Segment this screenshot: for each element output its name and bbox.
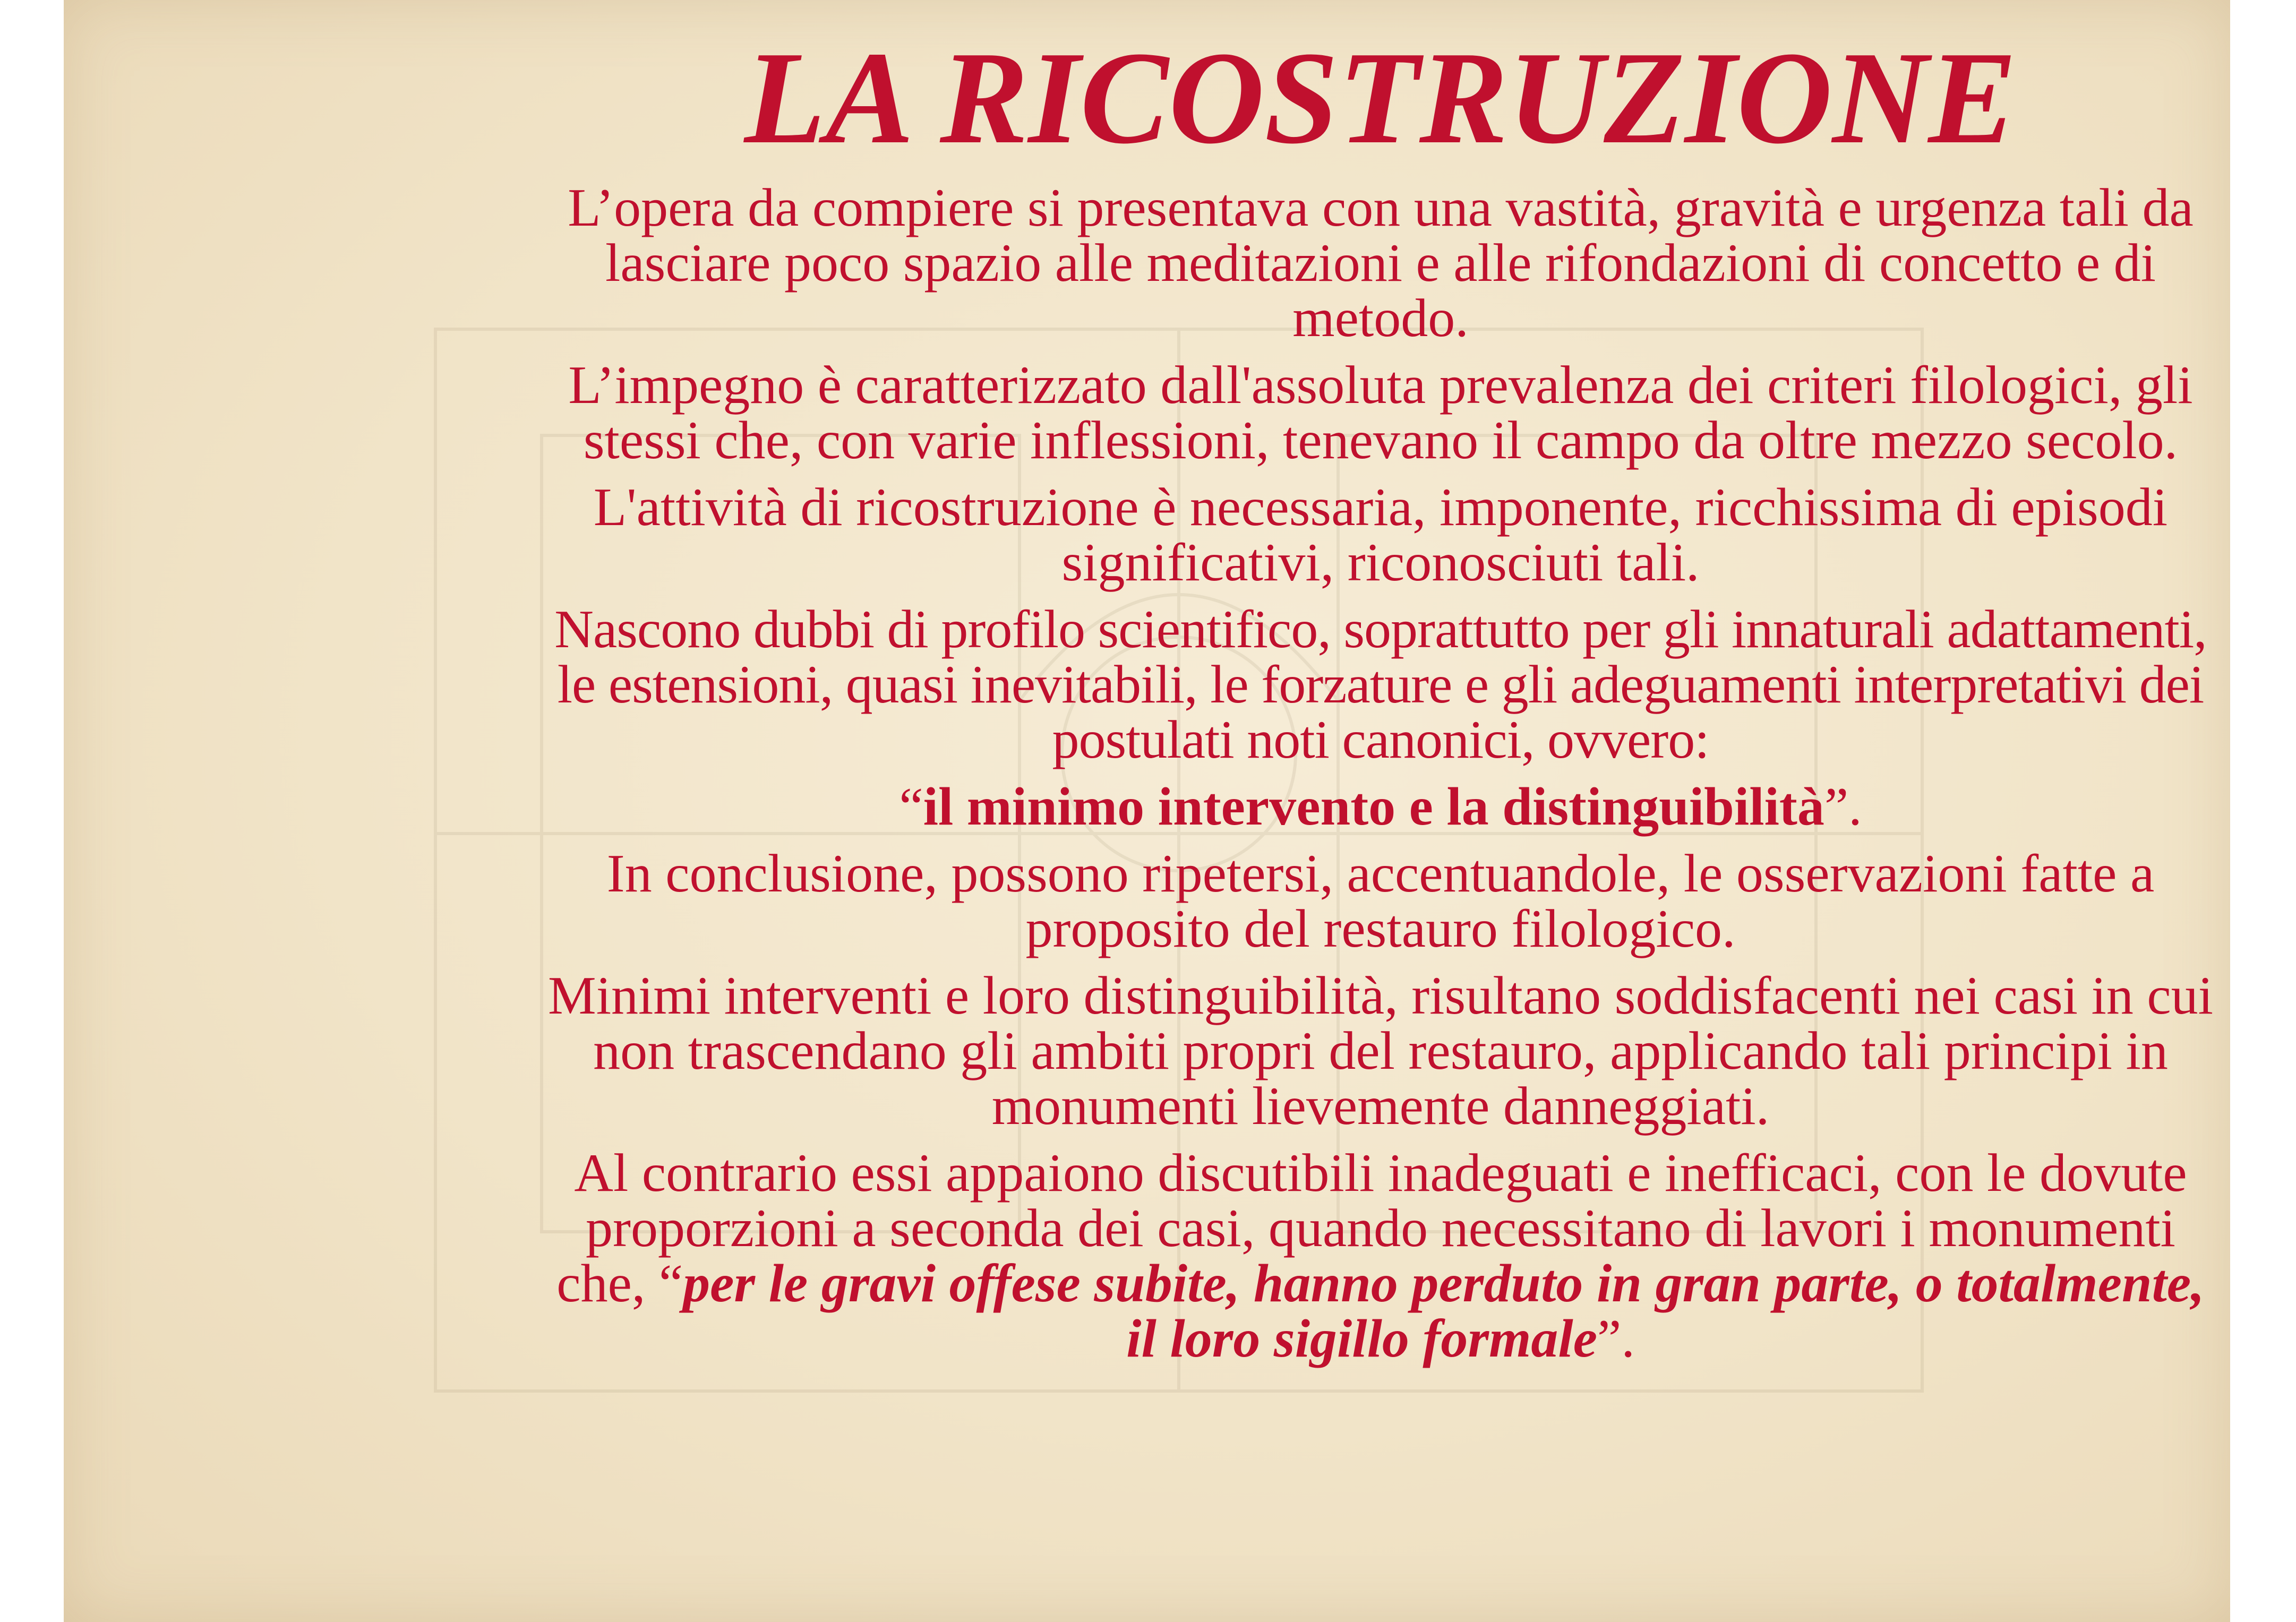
quote-open: “ — [899, 777, 923, 837]
paragraph-8-close: ”. — [1597, 1309, 1635, 1369]
quote-close: ”. — [1824, 777, 1862, 837]
paragraph-5-quote — [542, 779, 2220, 835]
paragraph-3: L'attività di ricostruzione è necessaria, imponente, ricchissima di episodi significativi, riconosciuti tali. — [593, 477, 2168, 593]
paragraph-1: L’opera da compiere si presentava con una vastità, gravità e urgenza tali da lasciare poco spazio alle meditazioni e alle rifondazioni di concetto e di metodo. — [568, 178, 2194, 348]
paragraph-8-text: Al contrario essi appaiono discutibili inadeguati e inefficaci, con le dovute proporzioni a seconda dei casi, quando necessitano di lavori i monumenti che, “ — [556, 1143, 2187, 1314]
paragraph-8-quote: per le gravi offese subite, hanno perduto in gran parte, o totalmente, il loro sigillo formale — [683, 1254, 2205, 1369]
quote-bold-text: il minimo intervento e la distinguibilità — [923, 777, 1824, 837]
page-title: LA RICOSTRUZIONE — [744, 24, 2017, 171]
paragraph-4: Nascono dubbi di profilo scientifico, soprattutto per gli innaturali adattamenti, le estensioni, quasi inevitabili, le forzature e gli adeguamenti interpretativi dei postulati noti canonici, ovvero: — [554, 599, 2207, 770]
paragraph-7: Minimi interventi e loro distinguibilità, risultano soddisfacenti nei casi in cui non trascendano gli ambiti propri del restauro, applicando tali principi in monumenti lievemente danneggiati. — [548, 966, 2213, 1136]
paragraph-8 — [542, 1143, 2220, 1369]
body-text — [542, 178, 2220, 1378]
paragraph-2: L’impegno è caratterizzato dall'assoluta prevalenza dei criteri filologici, gli stessi che, con varie inflessioni, tenevano il campo da oltre mezzo secolo. — [568, 355, 2193, 470]
paragraph-6: In conclusione, possono ripetersi, accentuandole, le osservazioni fatte a proposito del restauro filologico. — [606, 844, 2155, 959]
